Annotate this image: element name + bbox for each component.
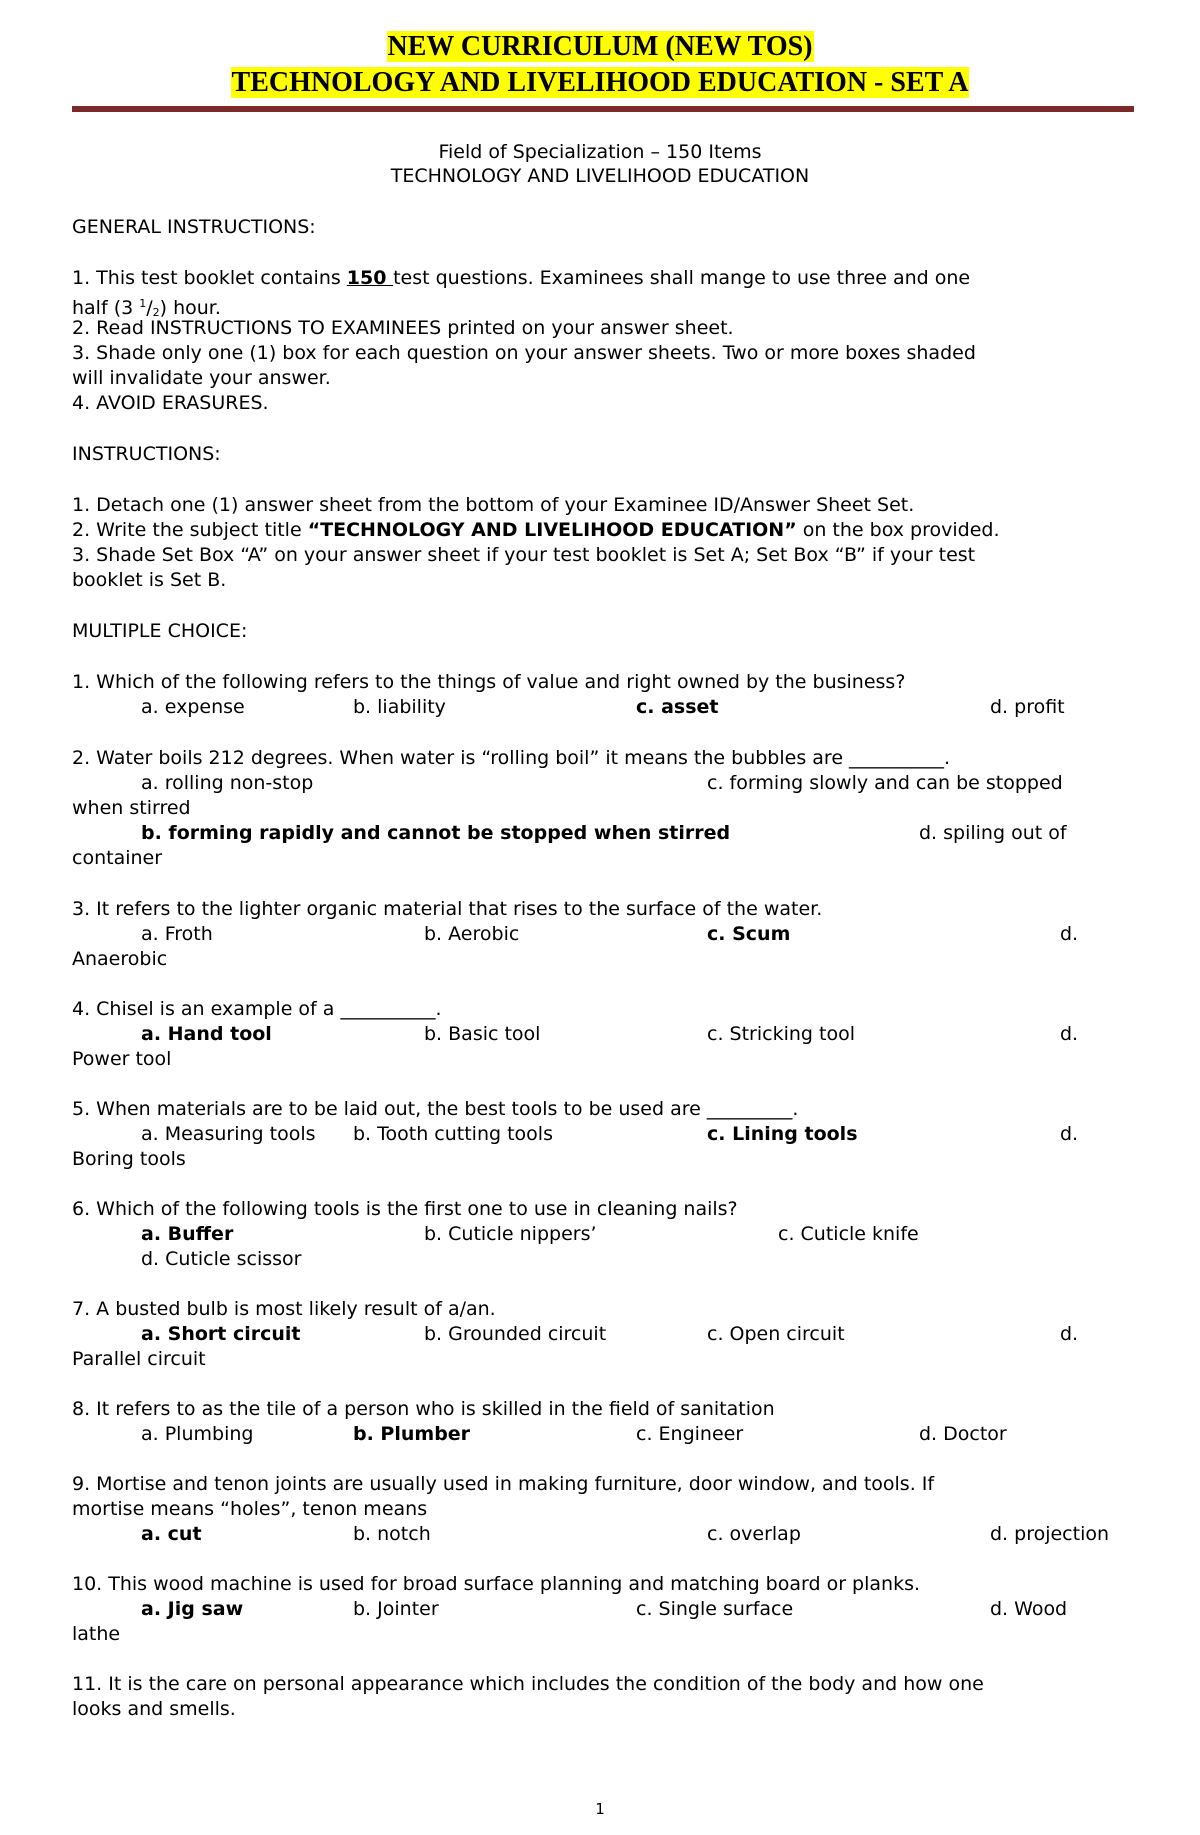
header-rule [72, 106, 1134, 112]
general-instructions-heading: GENERAL INSTRUCTIONS: [72, 216, 316, 238]
q5-option-a: a. Measuring tools [141, 1123, 316, 1145]
question-11-cont: looks and smells. [72, 1698, 236, 1720]
question-1: 1. Which of the following refers to the things of value and right owned by the business? [72, 671, 906, 693]
title-highlight-2: TECHNOLOGY AND LIVELIHOOD EDUCATION - SET A [231, 67, 969, 98]
instruction-3-cont: booklet is Set B. [72, 569, 227, 591]
q2-option-c: c. forming slowly and can be stopped [707, 772, 1063, 794]
q1-option-b: b. liability [353, 696, 446, 718]
i2-rest: on the box provided. [796, 519, 1000, 541]
q1-option-c: c. asset [636, 696, 719, 718]
q1-option-d: d. profit [990, 696, 1065, 718]
q7-option-c: c. Open circuit [707, 1323, 845, 1345]
q8-option-d: d. Doctor [919, 1423, 1007, 1445]
general-instruction-1 [72, 266, 970, 291]
q1-option-a: a. expense [141, 696, 245, 718]
q4-option-d: d. [1060, 1023, 1079, 1045]
general-instruction-4: 4. AVOID ERASURES. [72, 392, 269, 414]
question-11: 11. It is the care on personal appearance which includes the condition of the body and how one [72, 1673, 984, 1695]
instruction-3: 3. Shade Set Box “A” on your answer sheet if your test booklet is Set A; Set Box “B” if your test [72, 544, 976, 566]
multiple-choice-heading: MULTIPLE CHOICE: [72, 620, 248, 642]
question-7: 7. A busted bulb is most likely result of a/an. [72, 1298, 496, 1320]
gi1-text-rest: test questions. Examinees shall mange to use three and one [393, 267, 971, 289]
gi1-sup: 1 [139, 297, 147, 310]
q9-option-a: a. cut [141, 1523, 202, 1545]
q8-option-a: a. Plumbing [141, 1423, 254, 1445]
question-6: 6. Which of the following tools is the first one to use in cleaning nails? [72, 1198, 738, 1220]
general-instruction-3-cont: will invalidate your answer. [72, 367, 331, 389]
general-instruction-2: 2. Read INSTRUCTIONS TO EXAMINEES printed on your answer sheet. [72, 317, 734, 339]
q3-option-b: b. Aerobic [424, 923, 520, 945]
q2-option-c-cont: when stirred [72, 797, 191, 819]
q10-option-a: a. Jig saw [141, 1598, 244, 1620]
q6-option-b: b. Cuticle nippers’ [424, 1223, 597, 1245]
q4-option-c: c. Stricking tool [707, 1023, 855, 1045]
q9-option-c: c. overlap [707, 1523, 801, 1545]
q6-option-d: d. Cuticle scissor [141, 1248, 302, 1270]
instruction-1: 1. Detach one (1) answer sheet from the bottom of your Examinee ID/Answer Sheet Set. [72, 494, 915, 516]
question-8: 8. It refers to as the tile of a person who is skilled in the field of sanitation [72, 1398, 775, 1420]
gi1-sub: 2 [152, 306, 160, 319]
q3-option-c: c. Scum [707, 923, 791, 945]
q2-option-d-cont: container [72, 847, 163, 869]
q5-option-d-cont: Boring tools [72, 1148, 186, 1170]
instruction-2 [72, 518, 1000, 543]
gi1-half: half (3 [72, 297, 140, 319]
instructions-heading: INSTRUCTIONS: [72, 443, 221, 465]
field-of-specialization: Field of Specialization – 150 Items [438, 141, 762, 163]
question-10: 10. This wood machine is used for broad surface planning and matching board or planks. [72, 1573, 921, 1595]
q6-option-a: a. Buffer [141, 1223, 234, 1245]
q3-option-a: a. Froth [141, 923, 213, 945]
gi1-count: 150 [346, 267, 394, 289]
q7-option-d: d. [1060, 1323, 1079, 1345]
q6-option-c: c. Cuticle knife [778, 1223, 919, 1245]
document-title-line-2 [0, 66, 1200, 100]
q10-option-d-cont: lathe [72, 1623, 121, 1645]
q10-option-b: b. Jointer [353, 1598, 439, 1620]
q10-option-c: c. Single surface [636, 1598, 794, 1620]
q5-option-b: b. Tooth cutting tools [353, 1123, 553, 1145]
question-9: 9. Mortise and tenon joints are usually used in making furniture, door window, and tools. If [72, 1473, 935, 1495]
gi1-hour: ) hour. [159, 297, 221, 319]
q7-option-d-cont: Parallel circuit [72, 1348, 206, 1370]
question-4: 4. Chisel is an example of a __________. [72, 998, 442, 1020]
page-number: 1 [595, 1800, 605, 1818]
q3-option-d: d. [1060, 923, 1079, 945]
q5-option-c: c. Lining tools [707, 1123, 858, 1145]
i2-subject: “TECHNOLOGY AND LIVELIHOOD EDUCATION” [307, 519, 797, 541]
document-title-line-1 [0, 30, 1200, 64]
general-instruction-3: 3. Shade only one (1) box for each question on your answer sheets. Two or more boxes shaded [72, 342, 976, 364]
q2-option-a: a. rolling non-stop [141, 772, 314, 794]
q4-option-a: a. Hand tool [141, 1023, 272, 1045]
question-9-cont: mortise means “holes”, tenon means [72, 1498, 428, 1520]
q2-option-b: b. forming rapidly and cannot be stopped when stirred [141, 822, 731, 844]
q4-option-b: b. Basic tool [424, 1023, 541, 1045]
q3-option-d-cont: Anaerobic [72, 948, 168, 970]
gi1-slash: / [146, 297, 153, 319]
question-5: 5. When materials are to be laid out, the best tools to be used are _________. [72, 1098, 799, 1120]
subject-title: TECHNOLOGY AND LIVELIHOOD EDUCATION [390, 165, 810, 187]
q9-option-d: d. projection [990, 1523, 1110, 1545]
q2-option-d: d. spiling out of [919, 822, 1067, 844]
q4-option-d-cont: Power tool [72, 1048, 172, 1070]
question-2: 2. Water boils 212 degrees. When water is “rolling boil” it means the bubbles are __________. [72, 747, 951, 769]
q7-option-a: a. Short circuit [141, 1323, 301, 1345]
question-3: 3. It refers to the lighter organic material that rises to the surface of the water. [72, 898, 823, 920]
title-highlight-1: NEW CURRICULUM (NEW TOS) [387, 31, 813, 62]
q10-option-d: d. Wood [990, 1598, 1068, 1620]
q9-option-b: b. notch [353, 1523, 431, 1545]
gi1-text: 1. This test booklet contains [72, 267, 347, 289]
q7-option-b: b. Grounded circuit [424, 1323, 607, 1345]
q8-option-c: c. Engineer [636, 1423, 744, 1445]
q8-option-b: b. Plumber [353, 1423, 471, 1445]
i2-text: 2. Write the subject title [72, 519, 308, 541]
q5-option-d: d. [1060, 1123, 1079, 1145]
